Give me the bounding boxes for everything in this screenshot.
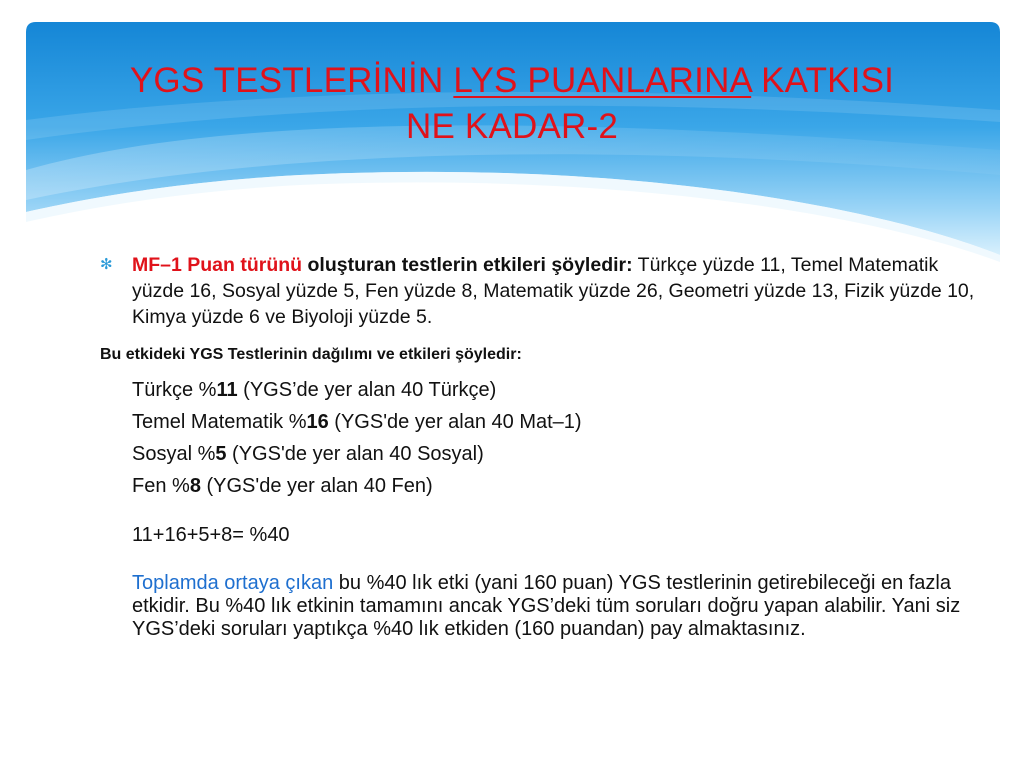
row-percent: 11	[216, 379, 238, 401]
distribution-row-fen	[132, 470, 980, 502]
title-line2: NE KADAR-2	[405, 106, 619, 146]
asterisk-icon: ✻	[100, 256, 113, 273]
slide-body	[100, 252, 980, 641]
row-label: Türkçe %	[132, 379, 217, 401]
conclusion-rest-text: bu %40 lık etki (yani 160 puan) YGS testlerinin getirebileceği en fazla etkidir. Bu %40 lık etkinin tamamını ancak YGS’deki tüm soruları doğru yapan alabilir. Yani siz YGS’deki soruları yaptıkça %40 lık etkiden (160 puandan) pay almaktasınız.	[132, 572, 961, 640]
distribution-row-sosyal	[132, 438, 980, 470]
title-part1: YGS TESTLERİNİN	[129, 61, 454, 100]
conclusion-paragraph	[100, 572, 972, 641]
sum-line: 11+16+5+8= %40	[132, 524, 290, 546]
row-note: (YGS’de yer alan 40 Türkçe)	[237, 379, 497, 401]
row-percent: 5	[215, 443, 227, 465]
bullet-bold-text: oluşturan testlerin etkileri şöyledir:	[302, 254, 633, 276]
row-note: (YGS'de yer alan 40 Fen)	[200, 475, 433, 497]
distribution-row-turkce	[132, 374, 980, 406]
title-underlined: LYS PUANLARINA	[453, 61, 752, 100]
bullet-rest-text: Türkçe yüzde 11, Temel Matematik yüzde 16, Sosyal yüzde 5, Fen yüzde 8, Matematik yüzde 26, Geometri yüzde 13, Fizik yüzde 10, Kimya yüzde 6 ve Biyoloji yüzde 5.	[132, 254, 975, 328]
row-label: Sosyal %	[132, 443, 216, 465]
row-label: Temel Matematik %	[132, 411, 307, 433]
row-note: (YGS'de yer alan 40 Mat–1)	[328, 411, 582, 433]
row-percent: 16	[306, 411, 329, 433]
row-note: (YGS'de yer alan 40 Sosyal)	[226, 443, 484, 465]
row-label: Fen %	[132, 475, 190, 497]
title-part2: KATKISI	[751, 61, 895, 100]
distribution-heading: Bu etkideki YGS Testlerinin dağılımı ve etkileri şöyledir:	[100, 346, 522, 363]
conclusion-blue-text: Toplamda ortaya çıkan	[132, 572, 334, 594]
row-percent: 8	[189, 475, 201, 497]
bullet-item	[100, 252, 980, 330]
bullet-red-text: MF–1 Puan türünü	[132, 254, 303, 276]
distribution-list	[100, 374, 980, 502]
distribution-row-temel-matematik	[132, 406, 980, 438]
slide-title	[40, 58, 984, 149]
